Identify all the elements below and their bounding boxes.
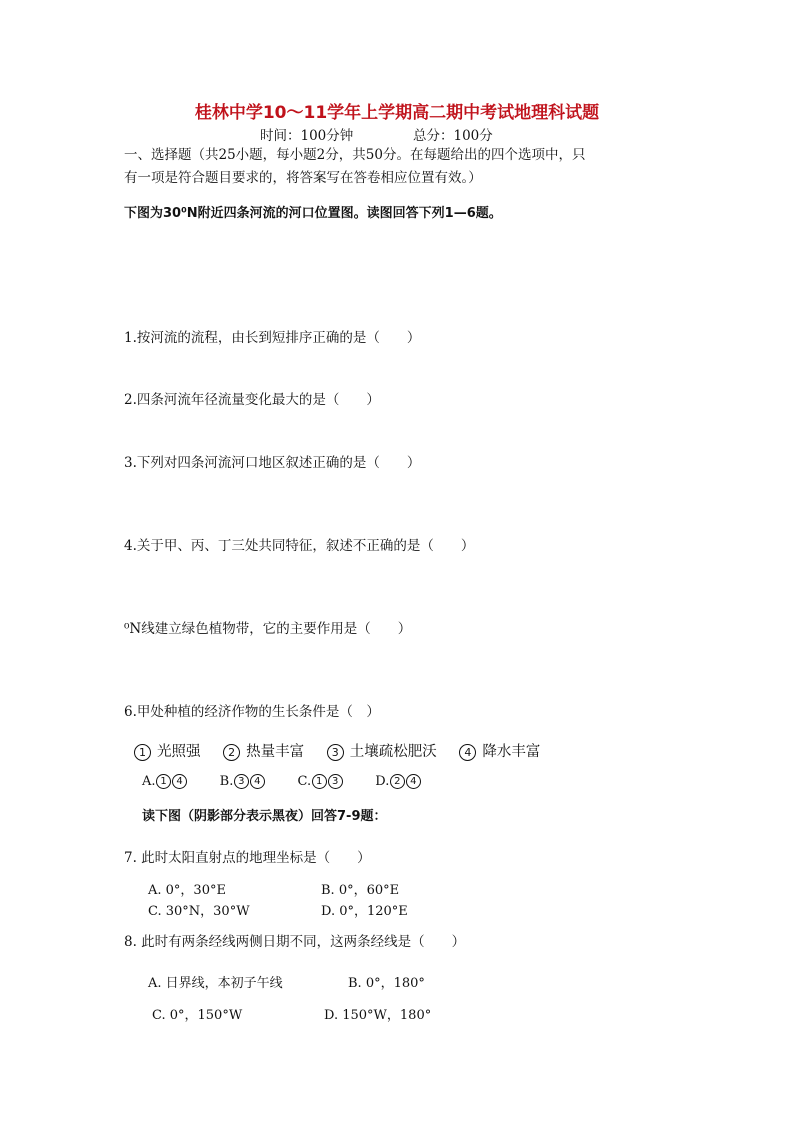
answer-option-c: C. 1 3 <box>298 774 344 789</box>
answer-option-b: B. 3 4 <box>220 774 266 789</box>
condition-item: 3 土壤疏松肥沃 <box>327 740 437 761</box>
q8-option-d: D. 150°W，180° <box>324 1008 432 1023</box>
page-title: 桂林中学10～11学年上学期高二期中考试地理科试题 <box>194 103 600 123</box>
exam-score: 总分：100分 <box>413 128 493 144</box>
q8-option-c: C. 0°，150°W <box>152 1008 243 1023</box>
q7-option-d: D. 0°，120°E <box>321 904 408 919</box>
q7-option-c: C. 30°N，30°W <box>148 904 250 919</box>
question-4: 4.关于甲、丙、丁三处共同特征，叙述不正确的是（ ） <box>124 538 475 554</box>
question-6: 6.甲处种植的经济作物的生长条件是（ ） <box>124 704 380 720</box>
section-instructions-line1: 一、选择题（共25小题，每小题2分，共50分。在每题给出的四个选项中，只 <box>124 147 586 163</box>
condition-item: 1 光照强 <box>134 740 201 761</box>
condition-item: 2 热量丰富 <box>223 740 304 761</box>
answer-option-a: A. 1 4 <box>142 774 188 789</box>
question-7: 7. 此时太阳直射点的地理坐标是（ ） <box>124 850 371 866</box>
question-2: 2.四条河流年径流量变化最大的是（ ） <box>124 392 380 408</box>
question-3: 3.下列对四条河流河口地区叙述正确的是（ ） <box>124 455 421 471</box>
section-instructions-line2: 有一项是符合题目要求的，将答案写在答卷相应位置有效。） <box>124 170 482 186</box>
question-5: ⁰N线建立绿色植物带，它的主要作用是（ ） <box>124 621 412 637</box>
intro-questions-7-9: 读下图（阴影部分表示黑夜）回答7-9题： <box>142 809 387 824</box>
question-8: 8. 此时有两条经线两侧日期不同，这两条经线是（ ） <box>124 934 466 950</box>
q7-option-a: A. 0°，30°E <box>148 883 226 898</box>
exam-time: 时间：100分钟 <box>260 128 354 144</box>
q7-option-b: B. 0°，60°E <box>321 883 400 898</box>
question-1: 1.按河流的流程，由长到短排序正确的是（ ） <box>124 330 421 346</box>
condition-item: 4 降水丰富 <box>459 740 540 761</box>
answer-option-d: D. 2 4 <box>375 774 421 789</box>
q6-answer-options <box>142 774 449 789</box>
q8-option-a: A. 日界线，本初子午线 <box>148 976 283 991</box>
q6-conditions <box>134 740 558 761</box>
intro-questions-1-6: 下图为30⁰N附近四条河流的河口位置图。读图回答下列1—6题。 <box>124 206 502 221</box>
q8-option-b: B. 0°，180° <box>348 976 425 991</box>
